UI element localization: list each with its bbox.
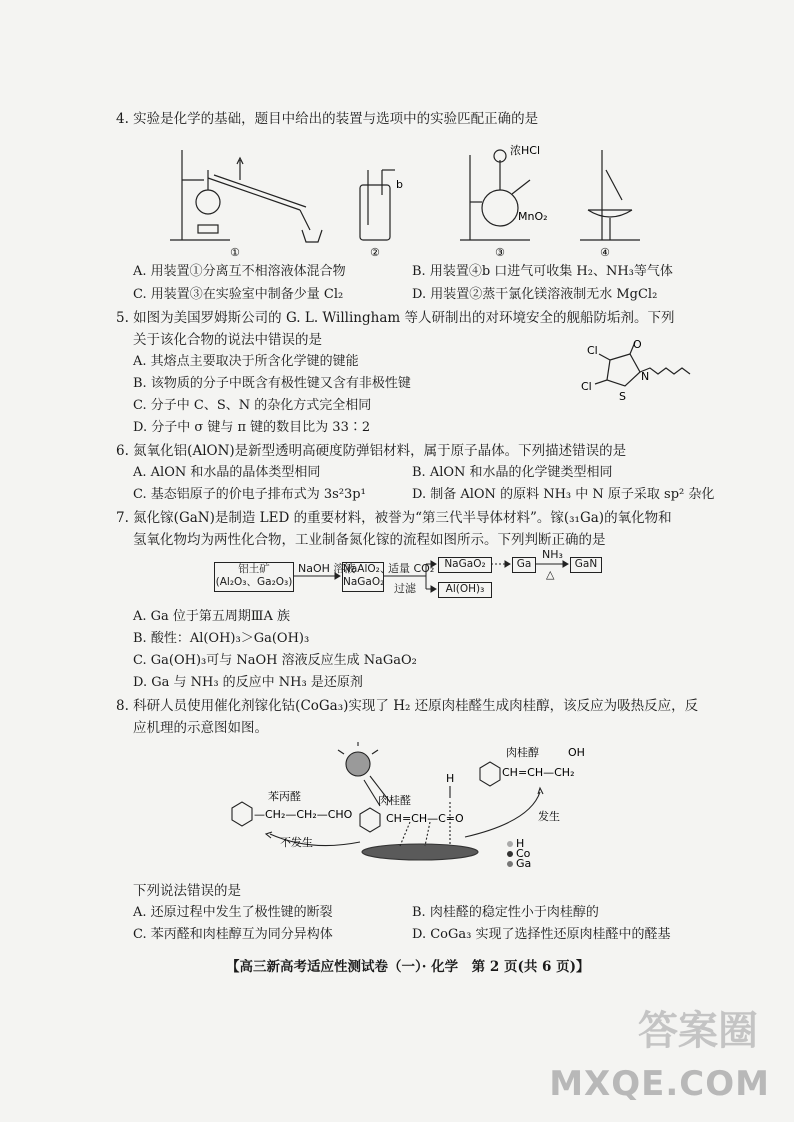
heat-label: △ [546, 568, 555, 581]
ore-composition: (Al₂O₃、Ga₂O₃) [215, 576, 293, 588]
q5-option-b: B. 该物质的分子中既含有极性键又含有非极性键 [133, 376, 411, 391]
q8-lead: 下列说法错误的是 [133, 883, 241, 899]
q5-stem-line1: 5. 如图为美国罗姆斯公司的 G. L. Willingham 等人研制出的对环境安全的舰船防垢剂。下列 [116, 310, 675, 326]
q4-stem: 4. 实验是化学的基础，题目中给出的装置与选项中的实验匹配正确的是 [116, 111, 539, 127]
mno2-label: MnO₂ [518, 210, 548, 223]
watermark-site: MXQE.COM [549, 1064, 770, 1104]
ga-box: Ga [512, 557, 536, 573]
ore-label: 铝土矿 [238, 563, 270, 575]
benzpropanal-label: 苯丙醛 [268, 790, 301, 803]
q6-option-b: B. AlON 和水晶的化学键类型相同 [412, 465, 613, 480]
q7-stem-line2: 氢氧化物均为两性化合物，工业制备氮化镓的流程如图所示。下列判断正确的是 [133, 532, 606, 548]
q7-stem-line1: 7. 氮化镓(GaN)是制造 LED 的重要材料，被誉为“第三代半导体材料”。镓(₃₁Ga)的氧化物和 [116, 510, 672, 526]
happen-label: 发生 [538, 810, 560, 823]
q8-option-b: B. 肉桂醛的稳定性小于肉桂醇的 [412, 905, 599, 920]
legend-ga: Ga [516, 857, 532, 870]
legend-co: Co [516, 847, 531, 860]
q7-flowchart [214, 548, 614, 602]
q5-option-d: D. 分子中 σ 键与 π 键的数目比为 33∶2 [133, 420, 371, 435]
q6-stem: 6. 氮氧化铝(AlON)是新型透明高硬度防弹铝材料，属于原子晶体。下列描述错误的是 [116, 443, 627, 459]
q5-option-c: C. 分子中 C、S、N 的杂化方式完全相同 [133, 398, 372, 413]
q4-option-a: A. 用装置①分离互不相溶液体混合物 [133, 264, 346, 279]
nh3-label: NH₃ [542, 548, 563, 561]
filter-label: 过滤 [394, 582, 416, 595]
cinnamol-label: 肉桂醇 [506, 746, 539, 759]
s-atom: S [619, 390, 626, 403]
benzpropanal-chain: —CH₂—CH₂—CHO [254, 808, 353, 821]
page-footer: 【高三新高考适应性测试卷（一）· 化学 第 2 页(共 6 页)】 [226, 959, 590, 975]
co2-label: 适量 CO₂ [388, 562, 435, 575]
q7-option-a: A. Ga 位于第五周期ⅢA 族 [133, 609, 290, 624]
fig-2-label: ② [370, 246, 380, 259]
q8-stem-line1: 8. 科研人员使用催化剂镓化钴(CoGa₃)实现了 H₂ 还原肉桂醛生成肉桂醇，该反应为吸热反应，反 [116, 698, 699, 714]
not-happen-label: 不发生 [280, 836, 313, 849]
cinnamol-oh: OH [568, 746, 585, 759]
q7-option-c: C. Ga(OH)₃可与 NaOH 溶液反应生成 NaGaO₂ [133, 653, 417, 668]
fig-3-label: ③ [495, 246, 505, 259]
o-atom: O [633, 340, 642, 351]
fig-4-label: ④ [600, 246, 610, 259]
nagao2-box: NaGaO₂ [438, 557, 492, 573]
q7-option-d: D. Ga 与 NH₃ 的反应中 NH₃ 是还原剂 [133, 675, 363, 690]
q8-mechanism-figure [210, 742, 630, 882]
q4-option-d: D. 用装置②蒸干氯化镁溶液制无水 MgCl₂ [412, 287, 658, 302]
n-atom: N [641, 370, 650, 383]
q6-option-d: D. 制备 AlON 的原料 NH₃ 中 N 原子采取 sp² 杂化 [412, 487, 715, 502]
naoh-label: NaOH 溶液 [298, 562, 356, 575]
q4-option-c: C. 用装置③在实验室中制备少量 Cl₂ [133, 287, 344, 302]
cl2-atom: Cl [581, 380, 592, 393]
q8-option-c: C. 苯丙醛和肉桂醇互为同分异构体 [133, 927, 333, 942]
q5-structure [565, 340, 715, 410]
cinnamal-h: H [446, 772, 455, 785]
q4-apparatus-figure [170, 140, 650, 260]
fig-1-label: ① [230, 246, 240, 259]
q5-stem-line2: 关于该化合物的说法中错误的是 [133, 332, 322, 348]
cinnamal-chain: CH=CH—C=O [386, 812, 464, 825]
mix-line2: NaGaO₂ [343, 576, 385, 588]
cinnamal-label: 肉桂醛 [378, 794, 411, 807]
q4-option-b: B. 用装置④b 口进气可收集 H₂、NH₃等气体 [412, 264, 673, 279]
port-b-label: b [396, 178, 403, 191]
q8-option-a: A. 还原过程中发生了极性键的断裂 [133, 905, 333, 920]
cl1-atom: Cl [587, 344, 598, 357]
aloh3-box: Al(OH)₃ [438, 582, 492, 598]
hcl-label: 浓HCl [510, 144, 541, 157]
q6-option-a: A. AlON 和水晶的晶体类型相同 [133, 465, 321, 480]
q5-option-a: A. 其熔点主要取决于所含化学键的键能 [133, 354, 359, 369]
watermark-logo: 答案圈 [638, 1008, 758, 1054]
q8-stem-line2: 应机理的示意图如图。 [133, 720, 268, 736]
q6-option-c: C. 基态铝原子的价电子排布式为 3s²3p¹ [133, 487, 366, 502]
gan-box: GaN [570, 557, 602, 573]
mix-line1: NaAlO₂、 [343, 563, 391, 575]
cinnamol-chain: CH=CH—CH₂ [502, 766, 575, 779]
legend-h: H [516, 837, 525, 850]
q8-option-d: D. CoGa₃ 实现了选择性还原肉桂醛中的醛基 [412, 927, 671, 942]
q7-option-b: B. 酸性：Al(OH)₃＞Ga(OH)₃ [133, 631, 310, 646]
